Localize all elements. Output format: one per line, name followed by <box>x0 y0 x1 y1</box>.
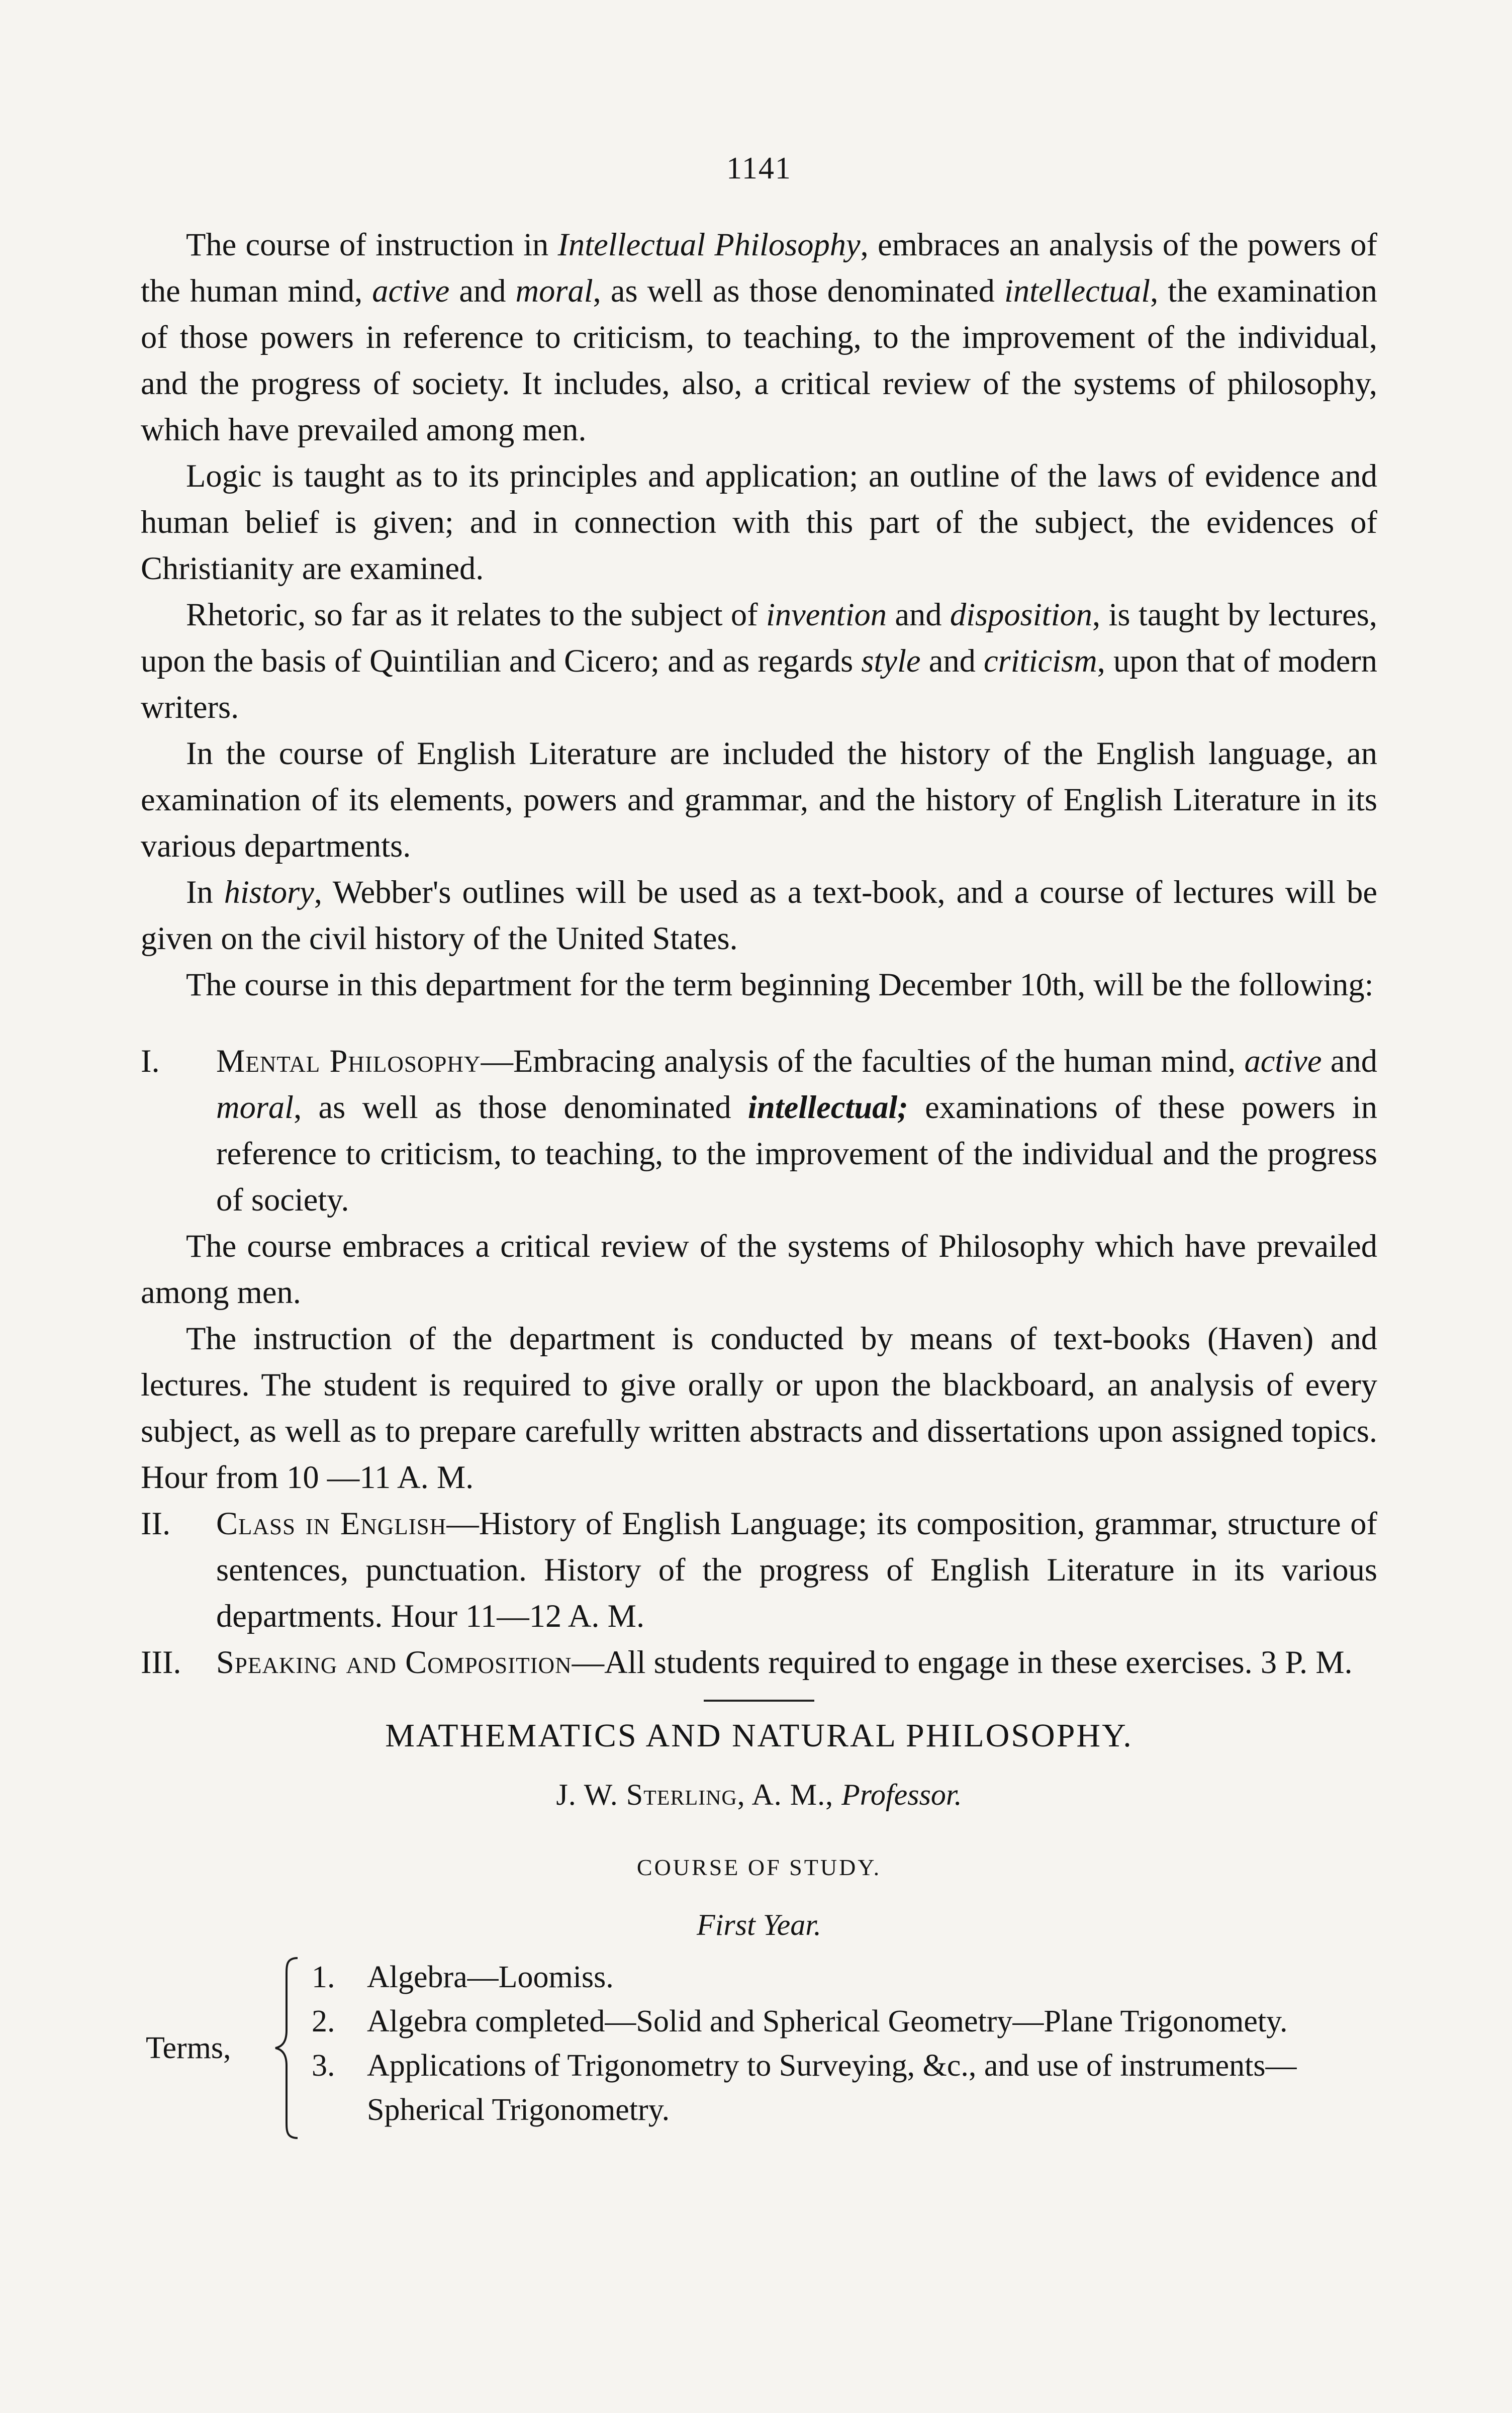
course-of-study-heading: COURSE OF STUDY. <box>636 1854 882 1880</box>
section-divider <box>704 1700 814 1702</box>
curly-brace-icon <box>271 1955 302 2141</box>
terms-block <box>141 1955 1377 2146</box>
paragraph-philosophy-review: The course embraces a critical review of the systems of Philosophy which have prevailed among men. <box>141 1228 1377 1310</box>
professor-line: J. W. Sterling, A. M., Professor. <box>556 1778 962 1811</box>
paragraph-history: In history, Webber's outlines will be used as a text-book, and a course of lectures will be given on the civil history of the United States. <box>141 874 1377 956</box>
paragraph-course-intro: The course in this department for the term beginning December 10th, will be the following: <box>186 967 1374 1002</box>
item-title: Class in English <box>216 1506 447 1541</box>
term-item: 1. Algebra—Loomiss. <box>312 1960 614 1994</box>
paragraph-english-literature: In the course of English Literature are included the history of the English language, an examination of its elements, powers and grammar, and the history of English Literature in its various departments. <box>141 735 1377 864</box>
paragraph-instruction-method: The instruction of the department is conducted by means of text-books (Haven) and lectures. The student is required to give orally or upon the blackboard, an analysis of every subject, as well as to prepare carefully written abstracts and dissertations upon assigned topics. Hour from 10 —11 A. M. <box>141 1321 1377 1495</box>
term-item: 3. Applications of Trigonometry to Surveying, &c., and use of instruments—Spherical Trigonometry. <box>312 2049 1297 2127</box>
paragraph-logic: Logic is taught as to its principles and application; an outline of the laws of evidence and human belief is given; and in connection with this part of the subject, the evidences of Christianity are examined. <box>141 458 1377 586</box>
item-number: II. <box>141 1506 171 1541</box>
list-item-mental-philosophy: I. Mental Philosophy—Embracing analysis of the faculties of the human mind, active and moral, as well as those denominated intellectual; examinations of these powers in reference to criticism, to teaching, to the improvement of the individual and the progress of society. <box>141 1038 1377 1223</box>
list-item-speaking-composition: III. Speaking and Composition—All students required to engage in these exercises. 3 P. M. <box>141 1639 1377 1686</box>
terms-list <box>312 1955 1377 2132</box>
item-number: III. <box>141 1644 181 1680</box>
terms-label: Terms, <box>146 2031 231 2065</box>
page-number: 1141 <box>726 151 792 185</box>
term-item: 2. Algebra completed—Solid and Spherical Geometry—Plane Trigonomety. <box>312 2004 1288 2038</box>
item-title: Speaking and Composition <box>216 1644 572 1680</box>
paragraph-intellectual-philosophy: The course of instruction in Intellectual Philosophy, embraces an analysis of the powers of the human mind, active and moral, as well as those denominated intellectual, the examination of those powers in reference to criticism, to teaching, to the improvement of the individual, and the progress of society. It includes, also, a critical review of the systems of philosophy, which have prevailed among men. <box>141 227 1378 447</box>
item-number: I. <box>141 1043 160 1079</box>
item-title: Mental Philosophy <box>216 1043 481 1079</box>
paragraph-rhetoric: Rhetoric, so far as it relates to the subject of invention and disposition, is taught by lectures, upon the basis of Quintilian and Cicero; and as regards style and criticism, upon that of modern writers. <box>141 597 1377 725</box>
first-year-heading: First Year. <box>697 1908 821 1941</box>
list-item-class-in-english: II. Class in English—History of English Language; its composition, grammar, structure of sentences, punctuation. History of the progress of English Literature in its various departments. Hour 11—12 A. M. <box>141 1501 1377 1639</box>
section-title: MATHEMATICS AND NATURAL PHILOSOPHY. <box>385 1717 1133 1754</box>
text-column <box>141 151 1377 2146</box>
